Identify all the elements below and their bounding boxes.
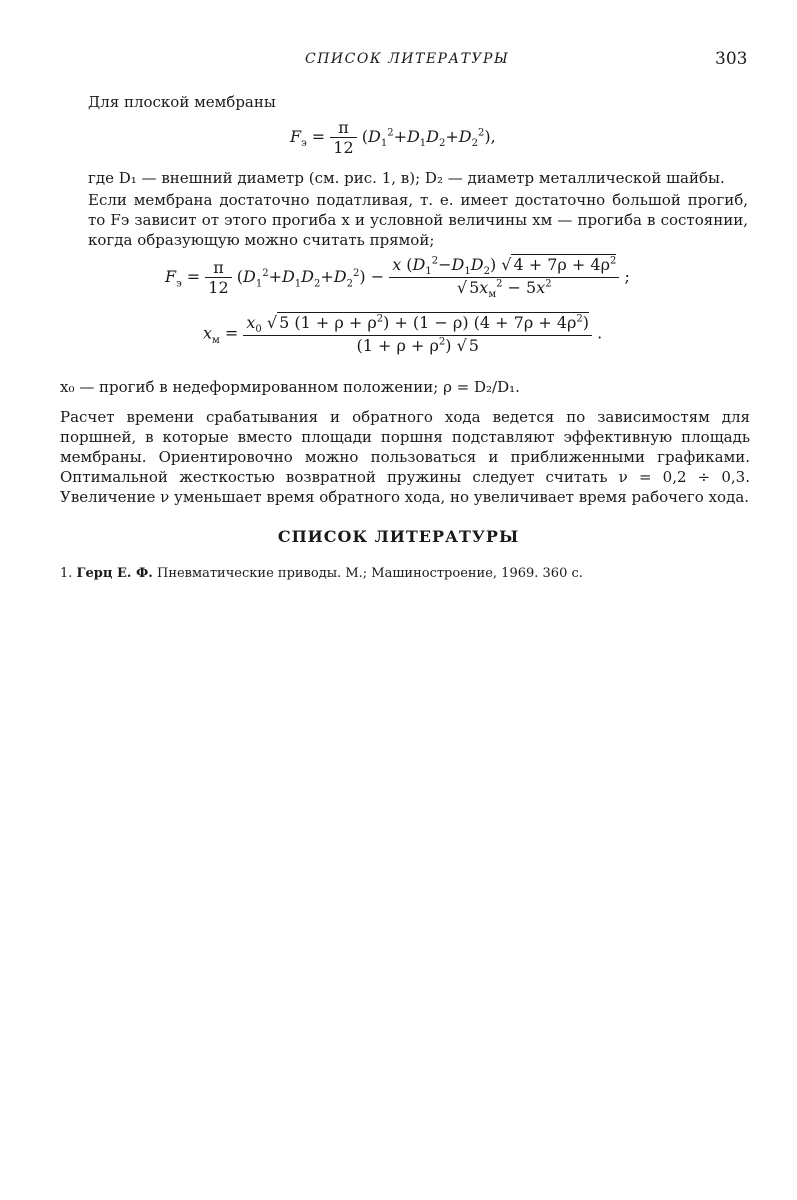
- paragraph-1: Если мембрана достаточно податливая, т. е. имеет достаточно большой прогиб, то Fэ зависит от этого прогиба x и условной величины xм — прогиба в состоянии, когда образующую можно считать прямой;: [88, 191, 748, 249]
- paragraph-2: Расчет времени срабатывания и обратного хода ведется по зависимостям для поршней, в которые вместо площади поршня подставляют эффективную площадь мембраны. Ориентировочно можно пользоваться и приближенными графиками. Оптимальной жесткостью возвратной пружины следует считать ν = 0,2 ÷ 0,3. Увеличение ν уменьшает время обратного хода, но увеличивает время рабочего хода.: [60, 408, 750, 506]
- reference-author: Герц Е. Ф.: [76, 566, 153, 581]
- equation-2: $F_э$ = $\frac{\pi}{12}$ $(D_1^2+D_1D_2+D_2^2)$ − $\frac{x (D_1^2-D_1D_2) √ 4 + 7\rho + 4\rho^2}{√ 5x_м^2 - 5x^2}$ ;: [165, 255, 630, 301]
- reference-item: [60, 566, 583, 581]
- x0-line: x₀ — прогиб в недеформированном положении; ρ = D₂/D₁.: [60, 378, 520, 396]
- reference-number: 1.: [60, 566, 73, 581]
- equation-1: $F_э$ = $\frac{\pi}{12}$ $(D_1^2+D_1D_2+D_2^2)$,: [290, 118, 496, 157]
- page-header: [0, 49, 797, 73]
- references-title: СПИСОК ЛИТЕРАТУРЫ: [277, 527, 520, 546]
- equation-3: $x_м$ = $\frac{x_0 √ 5 (1 + \rho + \rho^2) + (1 - \rho) (4 + 7\rho + 4\rho^2)}{(1 + \rho + \rho^2) √ 5}$ .: [203, 313, 603, 356]
- reference-text: Пневматические приводы. М.; Машиностроение, 1969. 360 с.: [156, 566, 583, 581]
- running-title: СПИСОК ЛИТЕРАТУРЫ: [305, 51, 510, 67]
- page-number: 303: [715, 49, 748, 69]
- intro-line: Для плоской мембраны: [88, 93, 276, 111]
- where-line: где D₁ — внешний диаметр (см. рис. 1, в); D₂ — диаметр металлической шайбы.: [88, 169, 725, 187]
